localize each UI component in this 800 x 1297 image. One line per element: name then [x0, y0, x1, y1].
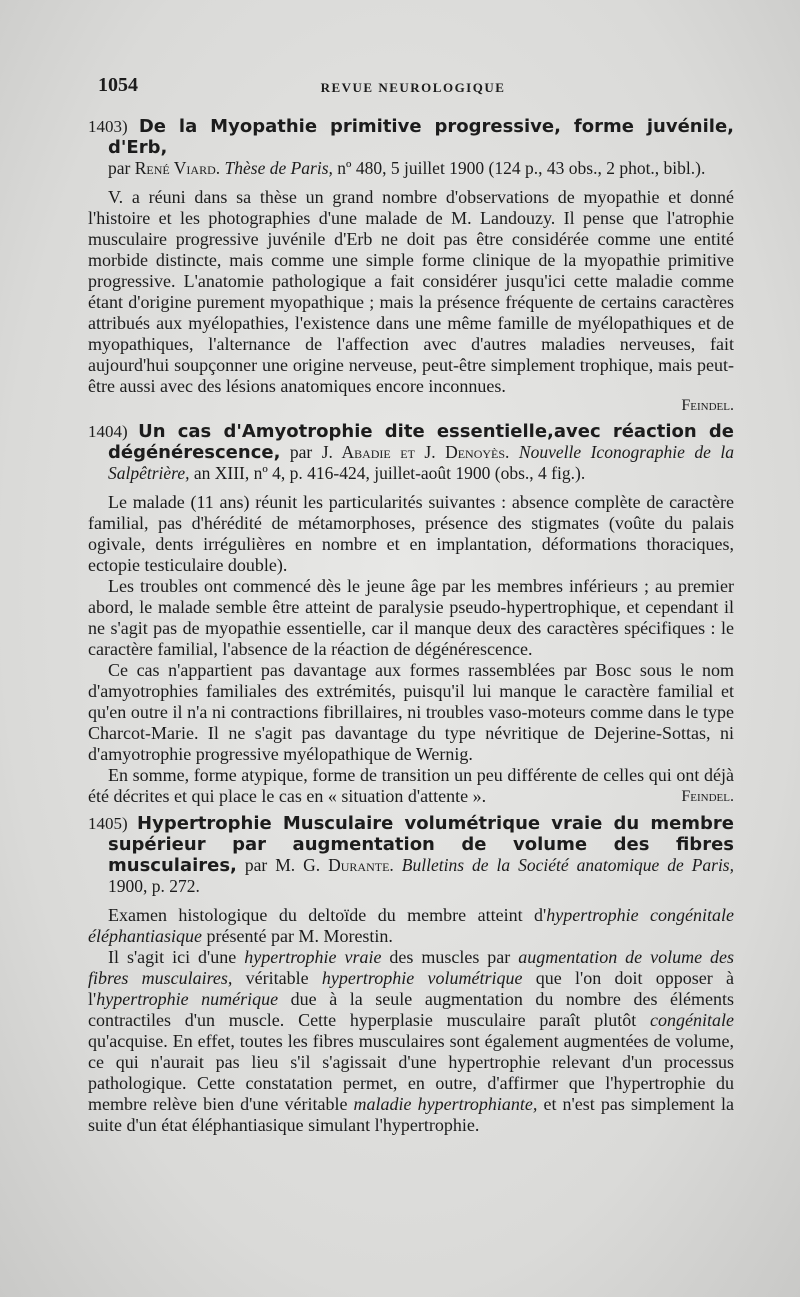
entry-title: Hypertrophie Musculaire volumétrique vraie du membre supérieur par augmentation de volume des fibres musculaires,: [108, 813, 735, 876]
signature-line: [88, 397, 734, 415]
text-run: véritable: [232, 968, 322, 988]
author-prefix: par: [108, 158, 135, 178]
entry-journal: Nouvelle Iconographie de la Salpêtrière,: [108, 442, 734, 483]
italic-run: hypertrophie volumétrique: [321, 968, 523, 988]
text-run: due à la seule augmentation du nombre des éléments contractiles d'un muscle. Cette hyperplasie musculaire paraît plutôt: [88, 989, 734, 1030]
running-title: REVUE NEUROLOGIQUE: [320, 80, 506, 95]
entry-heading: [88, 421, 734, 484]
entry-details: an XIII, nº 4, p. 416-424, juillet-août 1900 (obs., 4 fig.).: [189, 463, 586, 483]
paragraph: [88, 947, 734, 1136]
entry-number: 1403): [88, 117, 128, 136]
entry-number: 1405): [88, 814, 128, 833]
italic-run: maladie hypertrophiante,: [353, 1094, 538, 1114]
entry-title: Un cas d'Amyotrophie dite essentielle,avec réaction de dégénérescence,: [108, 421, 734, 463]
paragraph: Ce cas n'appartient pas davantage aux formes rassemblées par Bosc sous le nom d'amyotrophies familiales des extrémités, puisqu'il lui manque le caractère familial et qu'en outre il n'a ni contractions fibrillaires, ni troubles vaso-moteurs comme dans le type Charcot-Marie. Il ne s'agit pas davantage du type névritique de Dejerine-Sottas, ni d'amyotrophie progressive myélopathique de Wernig.: [88, 660, 734, 764]
signature: Feindel.: [681, 788, 734, 805]
page-header: [98, 74, 728, 98]
paragraph: Le malade (11 ans) réunit les particularités suivantes : absence complète de caractère familial, pas d'hérédité de métamorphoses, présence des stigmates (voûte du palais ogivale, dents irrégulières en nombre et en implantation, déformations thoraciques, ectopie testiculaire double).: [88, 492, 734, 575]
entry-author: J. Abadie et J. Denoyès.: [321, 442, 510, 462]
entry-1405: [88, 813, 734, 1136]
paragraph-text: En somme, forme atypique, forme de transition un peu différente de celles qui ont déjà été décrites et qui place le cas en « situation d'attente ».: [88, 765, 734, 806]
text-run: et n'est pas simplement la suite d'un état éléphantiasique simulant l'hypertrophie.: [88, 1094, 734, 1135]
entry-number: 1404): [88, 422, 128, 441]
entry-1404: [88, 421, 734, 807]
signature: Feindel.: [681, 397, 734, 414]
page-number: 1054: [98, 74, 138, 96]
entry-journal: Thèse de Paris,: [224, 158, 333, 178]
italic-run: congénitale: [650, 1010, 734, 1030]
italic-run: hypertrophie congénitale éléphantiasique: [88, 905, 734, 946]
text-run: que l'on doit opposer à l': [88, 968, 734, 1009]
entry-author: René Viard.: [134, 158, 221, 178]
paragraph: [88, 905, 734, 947]
paragraph: Les troubles ont commencé dès le jeune âge par les membres inférieurs ; au premier abord, le malade semble être atteint de paralysie pseudo-hypertrophique, et cependant il ne s'agit pas de myopathie essentielle, car il manque deux des caractères spécifiques : le caractère familial, l'absence de la réaction de dégénérescence.: [88, 576, 734, 659]
text-run: présenté par M. Morestin.: [201, 926, 393, 946]
entry-1403: [88, 116, 734, 415]
author-prefix: par: [236, 855, 276, 875]
text-run: Examen histologique du deltoïde du membre atteint d': [108, 905, 547, 925]
paragraph: [88, 765, 734, 807]
entry-journal: Bulletins de la Société anatomique de Paris,: [401, 855, 734, 875]
article-column: [88, 116, 734, 1142]
paragraph: V. a réuni dans sa thèse un grand nombre d'observations de myopathie et donné l'histoire et les photographies d'une malade de M. Landouzy. Il pense que l'atrophie musculaire progressive juvénile d'Erb ne doit pas être considérée comme une entité morbide distincte, mais comme une simple forme clinique de la myopathie primitive progressive. L'anatomie pathologique a fait considérer jusqu'ici cette maladie comme étant d'origine purement myopathique ; mais la présence fréquente de certains caractères attribués aux myélopathies, l'existence dans une même famille de myélopathiques et de myopathiques, l'alternance de l'affection avec d'autres maladies nerveuses, fait aujourd'hui soupçonner une origine nerveuse, peut-être simplement trophique, mais peut-être aussi avec des lésions anatomiques encore inconnues.: [88, 187, 734, 396]
author-prefix: par: [280, 442, 322, 462]
entry-author: M. G. Durante.: [275, 855, 394, 875]
entry-heading: [88, 116, 734, 179]
entry-details: nº 480, 5 juillet 1900 (124 p., 43 obs., 2 phot., bibl.).: [332, 158, 706, 178]
entry-title: De la Myopathie primitive progressive, forme juvénile, d'Erb,: [108, 116, 734, 158]
text-run: des muscles par: [381, 947, 519, 967]
entry-details: 1900, p. 272.: [108, 876, 200, 896]
entry-citation: [108, 158, 705, 178]
italic-run: hypertrophie numérique: [96, 989, 279, 1009]
italic-run: augmentation de volume des fibres musculaires,: [88, 947, 735, 988]
text-run: Il s'agit ici d'une: [108, 947, 245, 967]
entry-heading: [88, 813, 734, 897]
italic-run: hypertrophie vraie: [244, 947, 382, 967]
text-run: qu'acquise. En effet, toutes les fibres musculaires sont également augmentées de volume, ce qui n'aurait pas lieu s'il s'agissait d'une hypertrophie relevant d'un processus pathologique. Cette constatation permet, en outre, d'affirmer que l'hypertrophie du membre relève bien d'une véritable: [88, 1031, 734, 1114]
